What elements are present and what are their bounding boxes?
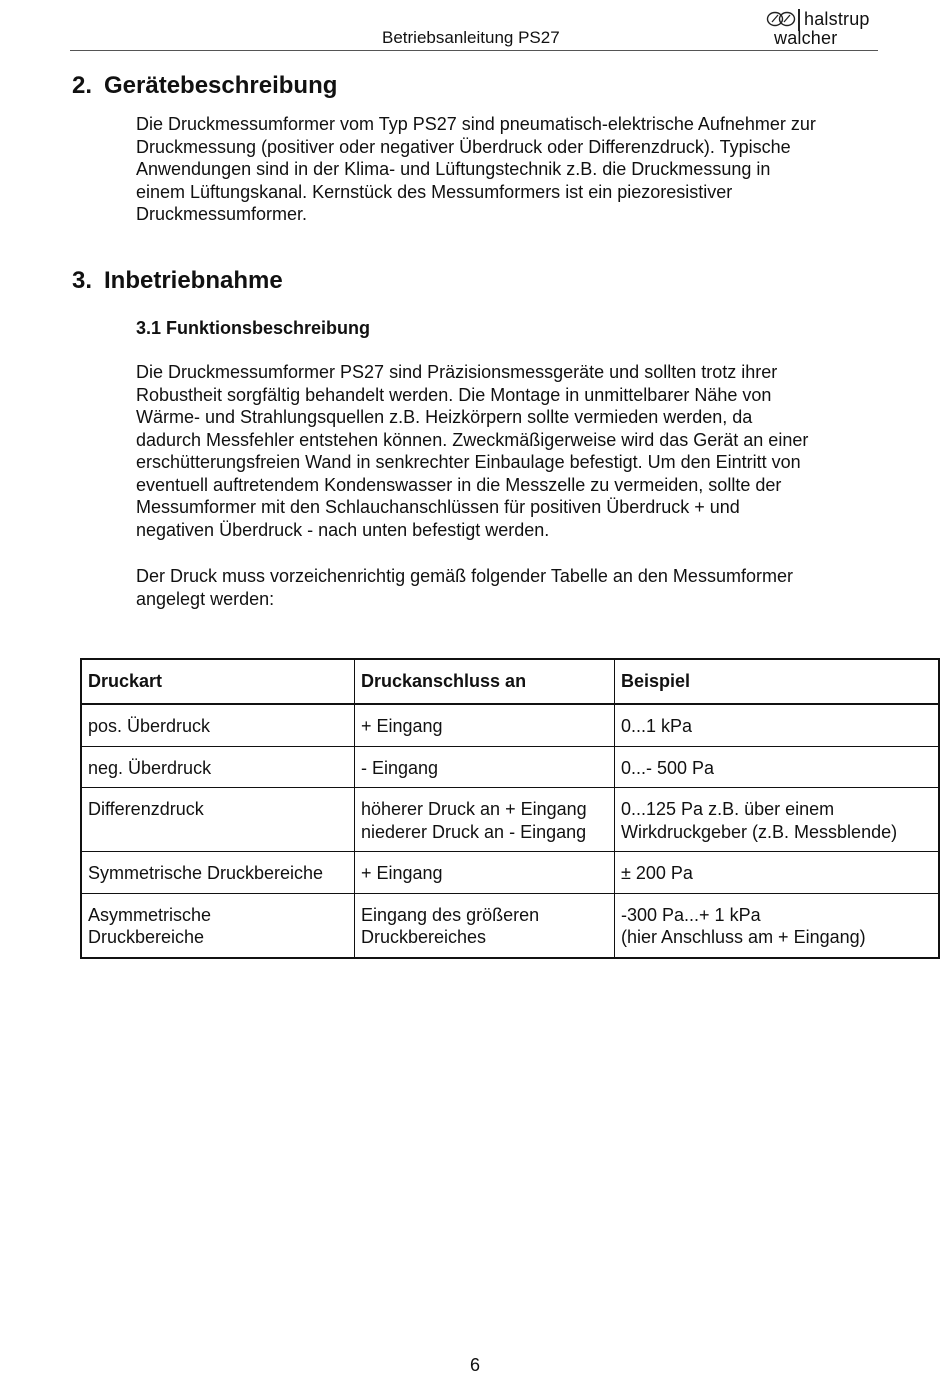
cell-beispiel: 0...1 kPa [615, 704, 940, 746]
table-header-row [81, 659, 939, 704]
table-row [81, 852, 939, 894]
section-3-number: 3. [72, 267, 93, 294]
section-3-1-paragraph-1: Die Druckmessumformer PS27 sind Präzisionsmessgeräte und sollten trotz ihrer Robustheit sorgfältig behandelt werden. Die Montage in unmittelbarer Nähe von Wärme- und Strahlungsquellen z.B. Heizkörpern sollte vermieden werden, da dadurch Messfehler entstehen können. Zweckmäßigerweise wird das Gerät an einer erschütterungsfreien Wand in senkrechter Einbaulage befestigt. Um den Eintritt von eventuell auftretendem Kondenswasser in die Messzelle zu vermeiden, sollte der Messumformer mit den Schlauchanschlüssen für positiven Überdruck + und negativen Überdruck - nach unten befestigt werden. [136, 362, 809, 540]
table-row [81, 788, 939, 852]
halstrup-walcher-logo-icon [766, 10, 796, 28]
document-title: Betriebsanleitung PS27 [382, 28, 560, 47]
pressure-connection-table [80, 658, 940, 959]
logo-text-walcher: walcher [774, 28, 838, 48]
header-druckanschluss: Druckanschluss an [355, 659, 615, 704]
page-number: 6 [469, 1355, 480, 1375]
table-row [81, 704, 939, 746]
cell-druckanschluss: - Eingang [355, 746, 615, 788]
header-druckart: Druckart [81, 659, 355, 704]
cell-druckanschluss: + Eingang [355, 852, 615, 894]
cell-druckanschluss: + Eingang [355, 704, 615, 746]
cell-druckanschluss: Eingang des größeren Druckbereiches [355, 893, 615, 958]
section-2-number: 2. [72, 72, 93, 99]
cell-druckart: Asymmetrische Druckbereiche [81, 893, 355, 958]
cell-beispiel: -300 Pa...+ 1 kPa (hier Anschluss am + Eingang) [615, 893, 940, 958]
company-logo [766, 8, 876, 48]
cell-beispiel: ± 200 Pa [615, 852, 940, 894]
cell-druckart: neg. Überdruck [81, 746, 355, 788]
page-header [70, 8, 878, 51]
header-beispiel: Beispiel [615, 659, 940, 704]
cell-druckart: Differenzdruck [81, 788, 355, 852]
section-3-heading [72, 267, 283, 295]
section-3-1-paragraph-2: Der Druck muss vorzeichenrichtig gemäß folgender Tabelle an den Messumformer angelegt werden: [136, 566, 793, 609]
cell-druckanschluss: höherer Druck an + Eingang niederer Druck an - Eingang [355, 788, 615, 852]
table-row [81, 746, 939, 788]
section-2-body: Die Druckmessumformer vom Typ PS27 sind pneumatisch-elektrische Aufnehmer zur Druckmessung (positiver oder negativer Überdruck oder Differenzdruck). Typische Anwendungen sind in der Klima- und Lüftungstechnik z.B. die Druckmessung in einem Lüftungskanal. Kernstück des Messumformers ist ein piezoresistiver Druckmessumformer. [136, 114, 816, 224]
cell-druckart: pos. Überdruck [81, 704, 355, 746]
section-2-title: Gerätebeschreibung [104, 72, 338, 99]
cell-beispiel: 0...- 500 Pa [615, 746, 940, 788]
cell-druckart: Symmetrische Druckbereiche [81, 852, 355, 894]
logo-text-halstrup: halstrup [804, 9, 870, 29]
cell-beispiel: 0...125 Pa z.B. über einem Wirkdruckgeber (z.B. Messblende) [615, 788, 940, 852]
section-3-title: Inbetriebnahme [104, 267, 283, 294]
section-2-heading [72, 72, 337, 100]
subsection-3-1-heading: 3.1 Funktionsbeschreibung [136, 318, 371, 338]
table-row [81, 893, 939, 958]
